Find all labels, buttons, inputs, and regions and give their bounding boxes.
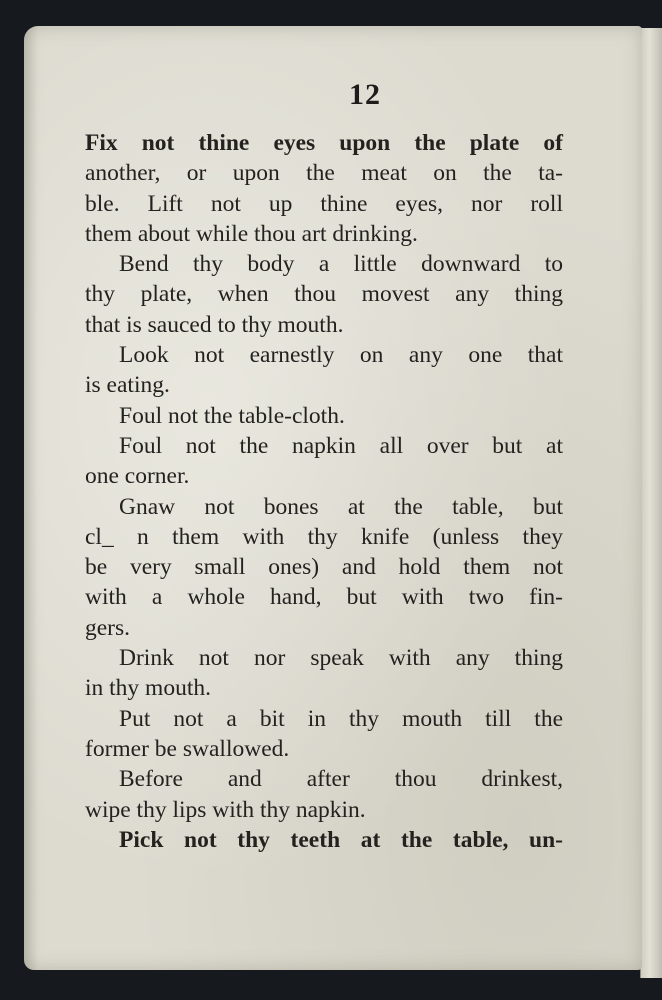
- text-line: in thy mouth.: [85, 675, 211, 702]
- text-line: ble. Lift not up thine eyes, nor roll: [85, 190, 563, 217]
- text-line: Drink not nor speak with any thing: [119, 645, 563, 672]
- text-line: Fix not thine eyes upon the plate of: [85, 130, 563, 156]
- text-line: another, or upon the meat on the ta-: [85, 160, 563, 187]
- page-number: 12: [349, 78, 381, 111]
- text-line: with a whole hand, but with two fin-: [85, 584, 563, 611]
- text-line: Look not earnestly on any one that: [119, 342, 563, 369]
- text-line: Gnaw not bones at the table, but: [119, 493, 563, 520]
- text-line: Bend thy body a little downward to: [119, 251, 563, 278]
- text-line: Foul not the napkin all over but at: [119, 432, 563, 459]
- text-line: Before and after thou drinkest,: [119, 766, 563, 793]
- text-line: cl_ n them with thy knife (unless they: [85, 523, 563, 550]
- text-line: that is sauced to thy mouth.: [85, 311, 344, 338]
- text-line: wipe thy lips with thy napkin.: [85, 796, 366, 823]
- text-line: gers.: [85, 614, 131, 641]
- facing-page-edge: [640, 28, 662, 978]
- text-line: Foul not the table-cloth.: [119, 402, 345, 429]
- text-line: be very small ones) and hold them not: [85, 554, 563, 581]
- text-line: them about while thou art drinking.: [85, 220, 418, 247]
- text-line: one corner.: [85, 463, 190, 490]
- text-line: Put not a bit in thy mouth till the: [119, 705, 563, 732]
- page-body-text: [85, 128, 563, 855]
- text-line: is eating.: [85, 372, 170, 399]
- text-line: thy plate, when thou movest any thing: [85, 281, 563, 308]
- text-line: former be swallowed.: [85, 735, 290, 762]
- text-line: Pick not thy teeth at the table, un-: [119, 826, 563, 853]
